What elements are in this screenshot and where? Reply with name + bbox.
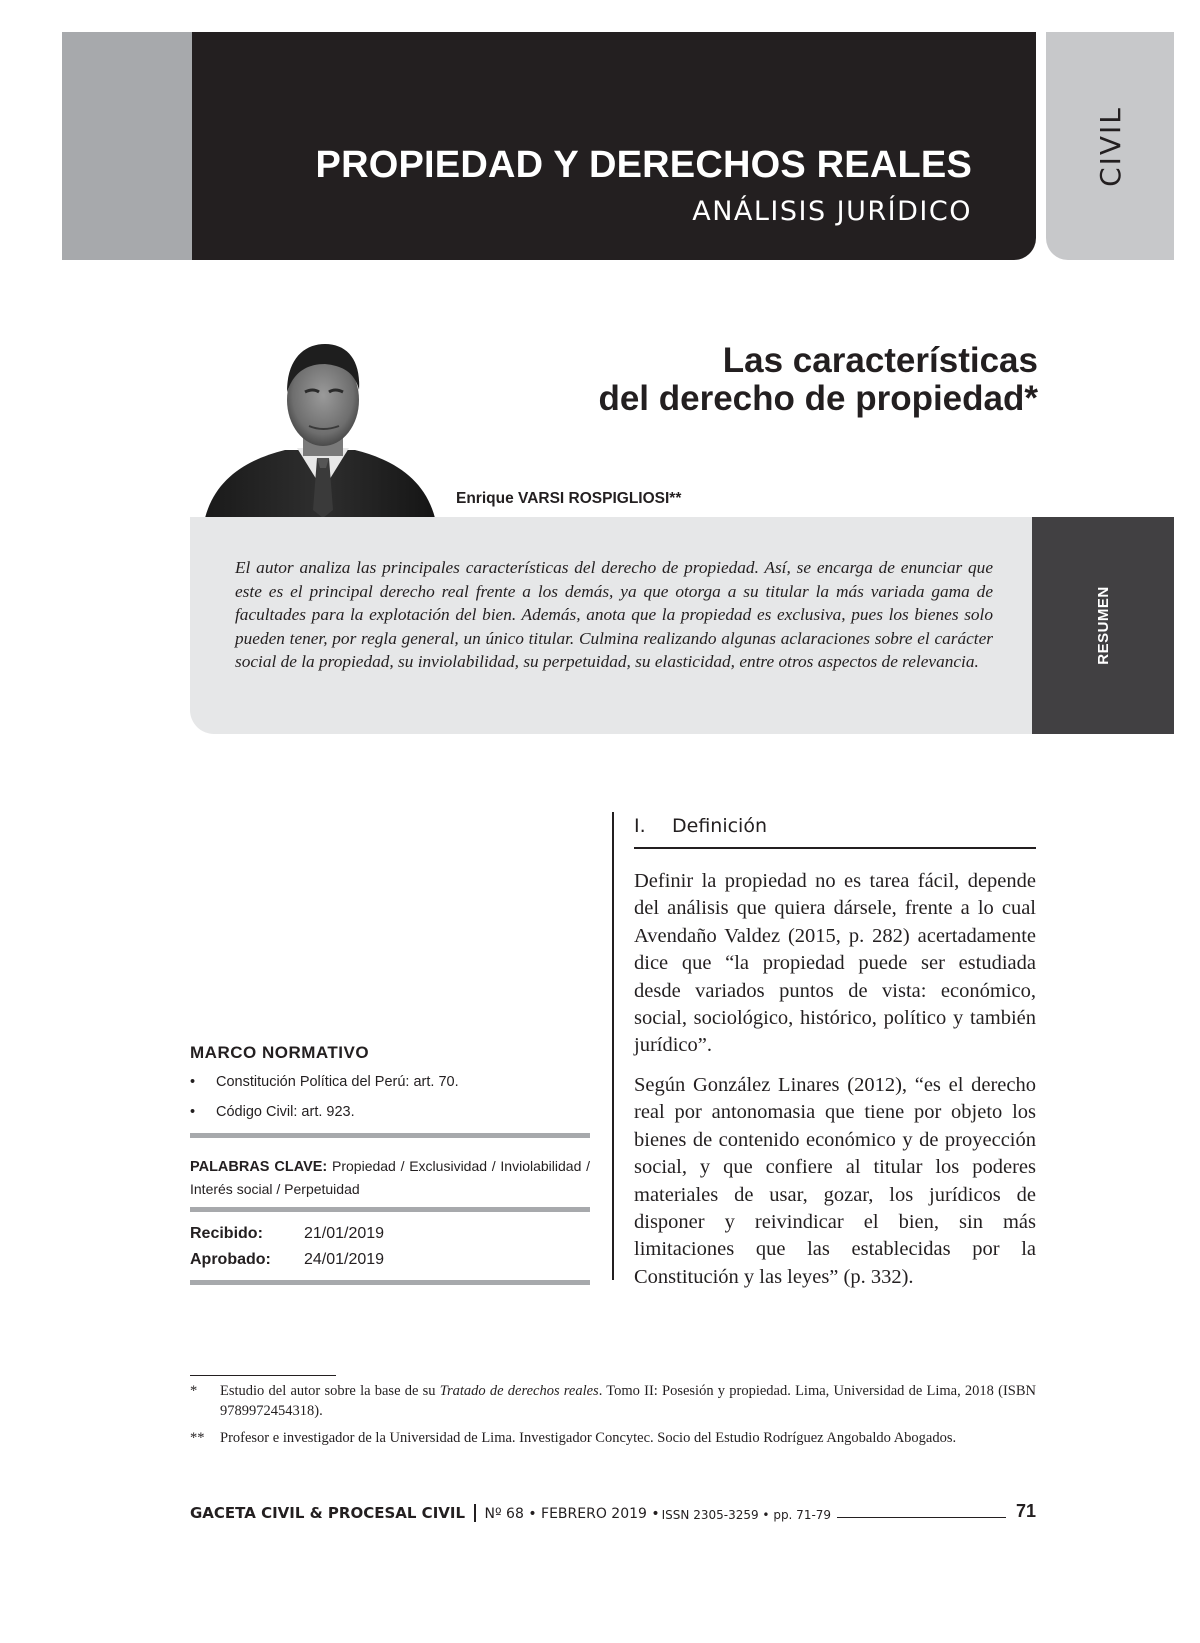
footnote-book-title: Tratado de derechos reales: [439, 1383, 599, 1399]
section-number: I.: [634, 815, 646, 837]
article-title-line2: del derecho de propiedad*: [598, 379, 1038, 418]
marco-normativo-item: [190, 1074, 459, 1090]
author-portrait-photo: [205, 340, 435, 518]
footnote-text-part: Estudio del autor sobre la base de su: [220, 1383, 440, 1399]
sidebar-rule: [190, 1207, 590, 1212]
footer-line: [837, 1517, 1006, 1518]
sidebar-rule: [190, 1133, 590, 1138]
abstract-tab: [1032, 517, 1174, 734]
footnote-text: Profesor e investigador de la Universidad de Lima. Investigador Concytec. Socio del Estudio Rodríguez Angobaldo Abogados.: [220, 1430, 957, 1446]
header-accent-block: [62, 32, 192, 260]
author-name: Enrique VARSI ROSPIGLIOSI**: [456, 490, 682, 507]
bullet: •: [190, 1074, 196, 1090]
approved-row: [190, 1251, 384, 1269]
section-tab-label: CIVIL: [1093, 105, 1127, 187]
footnote-rule: [190, 1375, 336, 1376]
keywords-text: Propiedad / Exclusividad / Inviolabilidad / Interés social / Perpetuidad: [190, 1158, 591, 1197]
page-footer: [190, 1498, 1036, 1522]
received-row: [190, 1225, 384, 1243]
body-paragraph: Definir la propiedad no es tarea fácil, depende del análisis que quiera dársele, frente a lo cual Avendaño Valdez (2015, p. 282) acertadamente dice que “la propiedad puede ser estudiada desde variados puntos de vista: económico, social, sociológico, histórico, político y también jurídico”.: [634, 870, 1036, 1057]
article-title: [420, 342, 1038, 418]
bullet: •: [190, 1104, 196, 1120]
section-subtitle: ANÁLISIS JURÍDICO: [692, 196, 972, 227]
section-heading-rule: [634, 847, 1036, 849]
abstract-text: El autor analiza las principales características del derecho de propiedad. Así, se encarga de enunciar que este es el principal derecho real frente a los demás, ya que otorga a su titular la más variada gama de facultades para la explotación del bien. Además, anota que la propiedad es exclusiva, pues los bienes solo pueden tener, por regla general, un único titular. Culmina realizando algunas aclaraciones sobre el carácter social de la propiedad, su inviolabilidad, su perpetuidad, su elasticidad, entre otros aspectos de relevancia.: [235, 558, 993, 671]
approved-date: 24/01/2019: [304, 1251, 385, 1268]
issn-pages: ISSN 2305-3259 • pp. 71-79: [661, 1508, 832, 1522]
abstract-tab-label: RESUMEN: [1094, 586, 1112, 665]
section-heading-text: Definición: [672, 815, 767, 837]
marco-normativo-title: MARCO NORMATIVO: [190, 1043, 370, 1062]
received-label: Recibido:: [190, 1225, 263, 1242]
journal-name: GACETA CIVIL & PROCESAL CIVIL: [190, 1504, 466, 1522]
footnote-text-part: . Tomo II: Posesión y propiedad. Lima, Universidad de Lima, 2018 (ISBN 9789972454318).: [220, 1383, 1037, 1419]
footnote-marker: **: [190, 1430, 205, 1446]
page-number: 71: [1015, 1501, 1036, 1521]
issue-info: Nº 68 • FEBRERO 2019 •: [484, 1506, 660, 1522]
marco-normativo-item-text: Código Civil: art. 923.: [216, 1104, 355, 1120]
received-date: 21/01/2019: [304, 1225, 385, 1242]
column-divider: [612, 812, 614, 1280]
footnote: [190, 1381, 1036, 1421]
approved-label: Aprobado:: [190, 1251, 271, 1268]
footnote-marker: *: [190, 1383, 198, 1399]
section-heading: [634, 815, 767, 837]
body-paragraph: Según González Linares (2012), “es el derecho real por antonomasia que tiene por objeto los bienes de contenido económico y de proyección social, y que confiere al titular los poderes materiales de usar, gozar, los jurídicos de disponer y reivindicar el bien, sin más limitaciones que las establecidas por la Constitución y las leyes” (p. 332).: [634, 1074, 1036, 1288]
keywords-label: PALABRAS CLAVE:: [190, 1159, 328, 1175]
marco-normativo-item-text: Constitución Política del Perú: art. 70.: [216, 1074, 459, 1090]
marco-normativo-item: [190, 1104, 355, 1120]
footnote-text: [220, 1381, 1036, 1421]
footnote: [190, 1428, 1036, 1448]
keywords-block: [190, 1155, 590, 1200]
footer-separator: [474, 1504, 476, 1522]
sidebar-rule: [190, 1280, 590, 1285]
section-tab-label-wrap: [1046, 32, 1174, 260]
article-title-line1: Las características: [722, 341, 1038, 380]
section-title: PROPIEDAD Y DERECHOS REALES: [315, 144, 972, 186]
